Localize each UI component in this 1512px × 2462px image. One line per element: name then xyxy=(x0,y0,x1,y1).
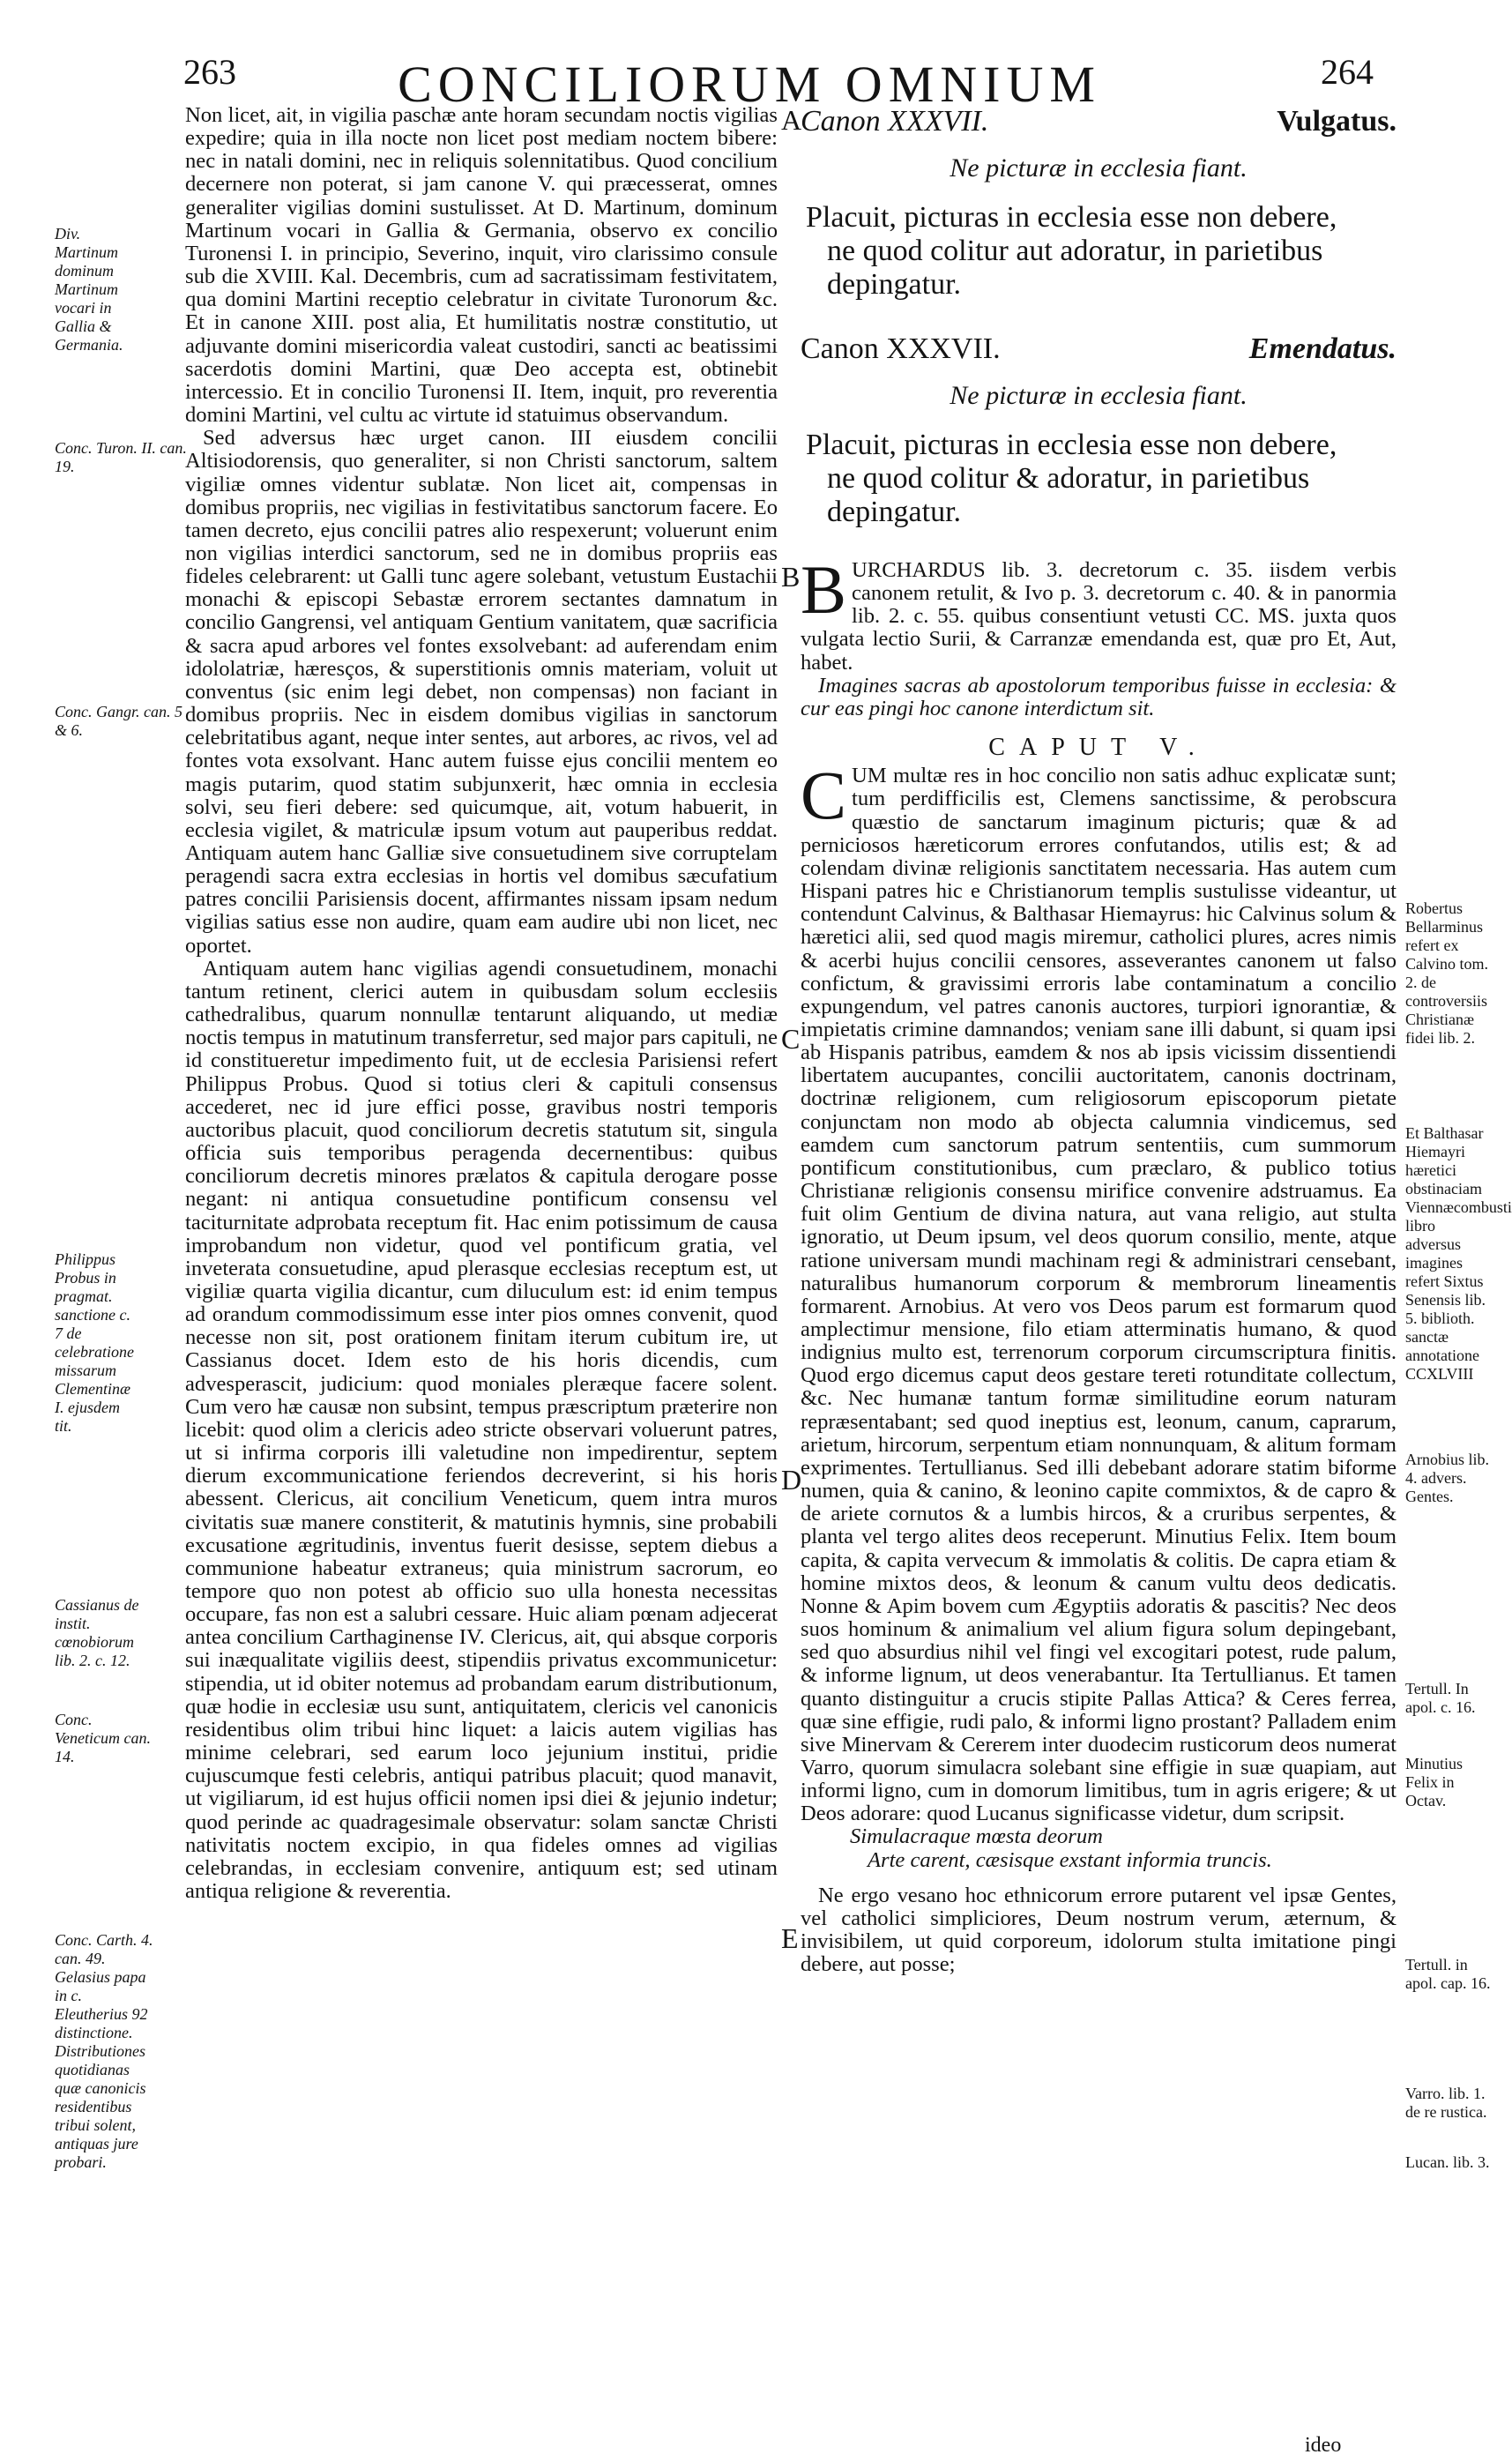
margin-note-conc-veneticum: Conc. Veneticum can. 14. xyxy=(55,1711,151,1765)
chapter-heading: CAPUT V. xyxy=(988,734,1209,762)
canon-vulgatus xyxy=(801,104,1397,302)
chapter-last-paragraph: Ne ergo vesano hoc ethnicorum errore putarent vel ipsæ Gentes, vel catholici simpliciores, Deum nostrum verum, æternum, & invisibilem, ut quid corporeum, idolorum stulta imitatione pingi debere, aut posse; xyxy=(801,1883,1397,1977)
canon-emendatus-heading: Canon XXXVII. xyxy=(801,332,1001,365)
left-page-number: 263 xyxy=(183,52,236,92)
section-letter-c: C xyxy=(781,1023,801,1055)
margin-note-martinus: Div. Martinum dominum Martinum vocari in Gallia & Germania. xyxy=(55,225,123,354)
left-paragraph-3: Antiquam autem hanc vigilias agendi consuetudinem, monachi tantum retinent, clerici autem in quibusdam solum ecclesiis cathedralibus, quarum nonnullæ tentarunt aliquando, ut mediæ noctis tempus in matutinum transferretur, sed major pars capituli, ne id constitueretur impedimento fuit, ut de ecclesia Parisiensi refert Philippus Probus. Quod si totius cleri & capituli consensus accederet, nec id jure effici posse, gravibus nostri temporis auctoribus placuit, quod conciliorum decretis statutum sit, singula officia suis temporibus peragenda decernentibus: quibus conciliorum decretis minores prælatos & capitula derogare posse negant: ni antiqua consuetudine pontificum consensu vel taciturnitate adprobata receptum fit. Hac enim potissimum de causa improbandum non videtur, quod vel pontificum gratia, vel inveterata consuetudine, apud plerasque ecclesias receptum est, ut vigiliæ quarta vigilia dicantur, cum diluculum est: id enim tempus ad orandum commodissimum esse inter pios omnes convenit, quod necesse non sit, post orationem finitam iterum cubitum ire, ut Cassianus docet. Idem esto de his horis dicendis, cum advesperascit, judicium: quod moniales pleræque facere solent. Cum vero hæ causæ non subsint, tempus præscriptum præterire non licebit: quod olim a clericis adeo stricte observari voluerunt patres, ut si infirma corporis illi valetudine non impedirentur, septem dierum excommunicatione feriendos decreverint, si his horis abessent. Clericus, ait concilium Veneticum, quem intra muros civitatis suæ manere constiterit, & matutinis hymnis, sine probabili excusatione ægritudinis, inventus fuerit desisse, septem diebus a communione habeatur extraneus; quia ministrum sacrorum, eo tempore quo non potest ab officio suo ulla honesta necessitas occupare, fas non est a salubri cessare. Huic aliam pœnam adjecerat antea concilium Carthaginense IV. Clericus, ait, qui absque corporis sui inæqualitate vigiliis deest, stipendiis privatus excommunicetur: stipendia, ut id obiter notemus ad probandam earum distributionum, quæ hodie in ecclesiæ usu sunt, antiquitatem, clericis vel canonicis residentibus olim tribui hinc liquet: a laicis autem vigilias has minime celebrari, sed earum loco jejunium institui, pridie cujuscumque festi celebris, antiqui patribus placuit; quod manavit, ut vigiliarum, id est hujus officii nomen ipsi diei & jejunio indetur; quod perinde ac quadragesimale observatur: solam sanctæ Christi nativitatis noctem excipio, in qua fideles omnes ad vigilias celebrandas, in ecclesiam convenire, antiquum est; sed utinam antiqua religione & reverentia. xyxy=(185,956,778,1904)
verse-line-1: Simulacraque mœsta deorum xyxy=(850,1824,1103,1849)
margin-note-conc-carth: Conc. Carth. 4. can. 49. Gelasius papa in c. Eleutherius 92 distinctione. Distributiones quotidianas quæ canonicis residentibus tribui solent, antiquas jure probari. xyxy=(55,1931,153,2171)
margin-note-bellarminus: Robertus Bellarminus refert ex Calvino tom. 2. de controversiis Christianæ fidei lib. 2. xyxy=(1405,899,1488,1047)
section-letter-d: D xyxy=(781,1464,802,1496)
left-text-column xyxy=(185,104,778,1903)
chapter-initial: C xyxy=(801,757,847,834)
canon-emendatus-label: Emendatus. xyxy=(1248,332,1397,365)
burchardus-paragraph xyxy=(801,551,1397,675)
margin-note-philippus-probus: Philippus Probus in pragmat. sanctione c. 7 de celebratione missarum Clementinæ I. ejusdem tit. xyxy=(55,1250,134,1435)
chapter-first-paragraph xyxy=(801,757,1397,1826)
section-letter-e: E xyxy=(781,1922,799,1954)
canon-vulgatus-line-2: ne quod colitur aut adoratur, in parietibus xyxy=(827,235,1323,267)
canon-vulgatus-text xyxy=(801,201,1397,302)
catchword: ideo xyxy=(1305,2434,1342,2457)
canon-emendatus-line-1: Placuit, picturas in ecclesia esse non debere, xyxy=(806,429,1337,461)
canon-emendatus xyxy=(801,332,1397,529)
right-page-number: 264 xyxy=(1321,52,1374,92)
burchardus-initial: B xyxy=(801,551,847,628)
margin-note-tertullianus: Tertull. In apol. c. 16. xyxy=(1405,1680,1476,1716)
margin-note-tertullianus-2: Tertull. in apol. cap. 16. xyxy=(1405,1956,1491,1992)
margin-note-conc-turon: Conc. Turon. II. can. 19. xyxy=(55,439,187,475)
canon-vulgatus-subtitle: Ne picturæ in ecclesia fiant. xyxy=(950,153,1248,183)
left-paragraph-1: Non licet, ait, in vigilia paschæ ante horam secundam noctis vigilias expedire; quia in illa nocte non licet post mediam noctem bibere: nec in natali domini, nec in reliquis solennitatibus. Quod concilium decernere non poterat, si jam canone V. qui præcesserat, omnes generaliter vigilias domini sustulisset. At D. Martinum, dominum Martinum vocari in Gallia & Germania, observo ex concilio Turonensi I. in principio, Severino, inquit, viro clarissimo consule sub die XVIII. Kal. Decembris, cum ad sacratissimam festivitatem, qua domini Martini receptio celebratur in civitate Turonorum &c. Et in canone XIII. post alia, Et humilitatis nostræ constitutio, ut adjuvante domini misericordia valeat custodiri, sancti ac beatissimi sacerdotis domini Martini, quæ Deo accepta est, obtinebit intercessio. Et in concilio Turonensi II. Item, inquit, pro reverentia domini Martini, vel cultu ac virtute id statuimus observandum. xyxy=(185,103,778,428)
canon-vulgatus-line-3: depingatur. xyxy=(827,268,962,301)
canon-vulgatus-line-1: Placuit, picturas in ecclesia esse non debere, xyxy=(806,201,1337,234)
margin-note-arnobius: Arnobius lib. 4. advers. Gentes. xyxy=(1405,1451,1490,1505)
canon-emendatus-line-3: depingatur. xyxy=(827,496,962,528)
margin-note-varro: Varro. lib. 1. de re rustica. xyxy=(1405,2085,1487,2121)
canon-emendatus-text xyxy=(801,429,1397,529)
section-letter-b: B xyxy=(781,561,801,593)
right-text-column xyxy=(801,104,1397,1976)
chapter-first-paragraph-text: UM multæ res in hoc concilio non satis adhuc explicatæ sunt; tum perdifficilis est, Clemens sanctissime, & perobscura quæstio de sanctarum imaginum picturis; quæ & ad perniciosos hæreticorum errores confutandos, utilis est; & ad colendam divinæ religionis sanctitatem necessaria. Has autem cum Hispani patres hic e Christianorum templis sustulisse videantur, ut contendunt Calvinus, & Balthasar Hiemayrus: hic Calvinus solum & hæretici alii, sed quod magis miremur, catholici plures, acres nimis & acerbi hujus concilii censores, asseverantes canonem ut falso confictum, & gravissimi erroris labe contaminatum a concilio expungendum, vel patres canonis auctores, turpiori ignorantiæ, & impietatis crimine damnandos; veniam sane illi dabunt, si quam ipsi ab Hispanis patribus, eamdem & nos ab ipsis vicissim dissentiendi libertatem aucupantes, concilii auctoritatem, canonis doctrinam, doctrinæ religionem, cum religiosorum episcoporum pietate conjunctam non modo ab objecta calumnia vindicemus, sed eamdem cum sanctorum patrum sententiis, cum summorum pontificum constitutionibus, cum præclaro, & publico totius Christianæ religionis consensu mirifice convenire adstruamus. Ea fuit olim Gentium de divina natura, aut vana religio, aut stulta ignoratio, ut Deum ipsum, vel deos quorum consilio, mente, atque ratione universam mundi machinam regi & administrari censebant, naturalibus humanorum corporum & membrorum lineamentis formarent. Arnobius. At vero vos Deos parum est formarum quod amplectimur mensione, filo etiam atterminatis humano, & quod indignius multo est, terrenorum corporum circumscriptura finitis. Quod ergo dicemus caput deos gestare tereti rotunditate collectum, &c. Nec humanæ tantum formæ similitudine eorum naturam repræsentabant; sed quod ineptius est, leonum, canum, caprarum, arietum, hircorum, serpentum etiam nonnunquam, & alitum formam exprimentes. Tertullianus. Sed illi debebant adorare statim biforme numen, quia & canino, & leonino capite commixtos, & de capro & de ariete cornutos & a lumbis hircos, & a cruribus serpentes, & planta vel tergo alites deos receperunt. Minutius Felix. Item boum capita, & capita vervecum & immolatis & colitis. De capra etiam & homine mixtos deos, & leonum & canum vultu deos dedicatis. Nonne & Apim bovem cum Ægyptiis adoratis & pascitis? Nec deos suos hominum & animalium vel alium figura solum depingebant, sed quo absurdius nihil vel fingi vel excogitari potest, rude palum, & informe lignum, ut deos venerabantur. Ita Tertullianus. Et tamen quanto distinguitur a crucis stipite Pallas Attica? & Ceres ferrea, quæ sine effigie, rudi palo, & informi ligno prostant? Palladem enim sive Minervam & Cererem inter duodecim rusticorum deos numerat Varro, quorum simulacra solebant sine effigie in suæ quapiam, aut informi ligno, cum in domorum limitibus, tum in agris erigere; & ut Deos adorare: quod Lucanus significasse videtur, dum scripsit. xyxy=(801,764,1397,1826)
chapter-summary: Imagines sacras ab apostolorum temporibus fuisse in ecclesia: & cur eas pingi hoc canone interdictum sit. xyxy=(801,673,1397,720)
margin-note-hiemayri: Et Balthasar Hiemayri hæretici obstinaciam Viennæcombusti libro adversus imagines refert Sixtus Senensis lib. 5. biblioth. sanctæ annotatione CCXLVIII xyxy=(1405,1124,1512,1383)
canon-vulgatus-heading: Canon XXXVII. xyxy=(801,105,989,138)
margin-note-lucanus: Lucan. lib. 3. xyxy=(1405,2153,1490,2171)
margin-note-cassianus: Cassianus de instit. cœnobiorum lib. 2. c. 12. xyxy=(55,1596,139,1669)
margin-note-minutius: Minutius Felix in Octav. xyxy=(1405,1755,1464,1809)
section-letter-a: A xyxy=(781,104,802,136)
left-paragraph-2: Sed adversus hæc urget canon. III eiusdem concilii Altisiodorensis, quo generaliter, si non Christi sanctorum, saltem vigiliæ omnes videntur sublatæ. Non licet ait, compensas in domibus propriis, nec vigilias in festivitatibus sanctorum facere. Eo tamen decreto, ejus concilii patres alio respexerunt; voluerunt enim non vigilias interdici sanctorum, sed ne in domibus propriis eas fideles celebrarent: ut Galli tunc agere solebant, vetustum Eustachii monachi & episcopi Sebastæ errorem sectantes damnatum in concilio Gangrensi, vel antiquam Gentium vanitatem, quæ sacrificia & sacra apud arbores vel fontes exsolvebant: ad auferendam enim idololatriæ, hæresços, & superstitionis omnis materiam, voluit ut conventus (sic enim legi debet, non compensas) non faciant in domibus propriis. Nec in eisdem domibus vigilias in sanctorum celebritatibus agant, neque inter sentes, aut arbores, ac rivos, vel ad fontes vota exsolvant. Hanc autem fuisse ejus concilii mentem eo magis putarim, quod statim subjunxerit, hæc omnia in ecclesia solvi, seu fieri debere: sed quicumque, ait, votum habuerit, in ecclesia vigilet, & matriculæ ipsum votum aut pauperibus reddat. Antiquam autem hanc Galliæ sive consuetudinem sive corruptelam peragendi sacra extra ecclesias in hortis vel domibus sæcufatium patres concilii Parisiensis docent, affirmantes nissam ipsam nedum vigilias satius esse non audire, quam eam audire ubi non licet, nec oportet. xyxy=(185,426,778,958)
canon-emendatus-line-2: ne quod colitur & adoratur, in parietibus xyxy=(827,462,1310,495)
burchardus-text: URCHARDUS lib. 3. decretorum c. 35. iisdem verbis canonem retulit, & Ivo p. 3. decretorum c. 40. & in panormia lib. 2. c. 55. quibus consentiunt vetusti CC. MS. juxta quos vulgata lectio Surii, & Carranzæ emendanda est, quæ pro Et, Aut, habet. xyxy=(801,558,1397,675)
margin-note-conc-gangr: Conc. Gangr. can. 5 & 6. xyxy=(55,703,182,739)
canon-emendatus-subtitle: Ne picturæ in ecclesia fiant. xyxy=(950,381,1248,410)
canon-vulgatus-label: Vulgatus. xyxy=(1277,105,1397,138)
verse-line-2: Arte carent, cæsisque exstant informia truncis. xyxy=(868,1847,1272,1872)
running-head-title: CONCILIORUM OMNIUM xyxy=(398,56,1101,113)
